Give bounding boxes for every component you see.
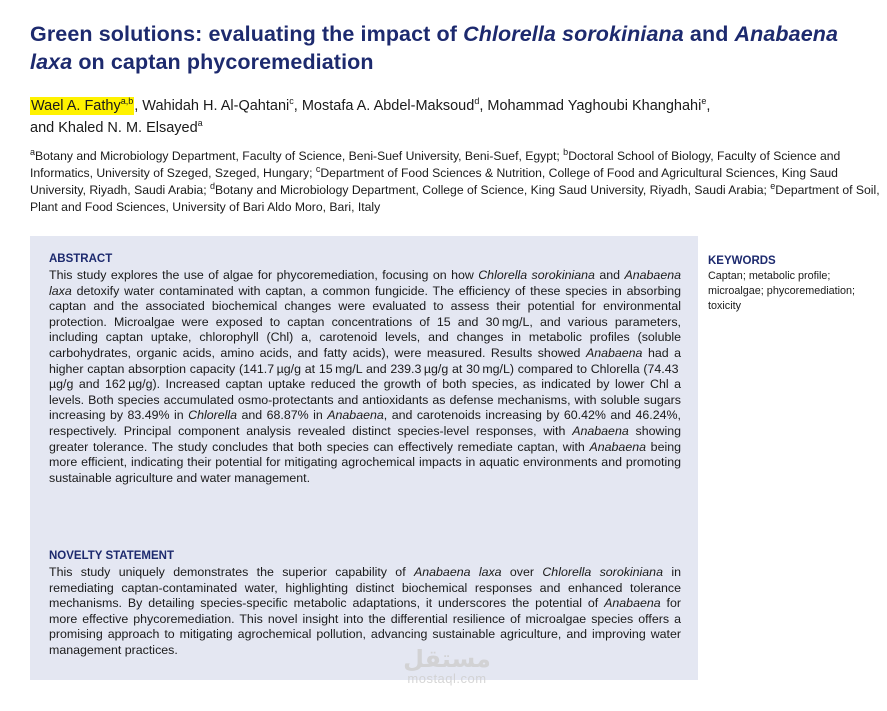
author-name: Mohammad Yaghoubi Khanghahi	[487, 98, 702, 114]
watermark-latin: mostaql.com	[407, 671, 487, 686]
authors-conjunction: and	[30, 120, 55, 136]
affiliation-mark: b	[563, 146, 569, 157]
keywords-text: Captan; metabolic profile; microalgae; phycoremediation; toxicity	[708, 270, 856, 312]
affiliation-mark: a	[30, 146, 36, 157]
author-name: Wael A. Fathy	[31, 98, 121, 114]
species-name: Anabaena laxa	[413, 565, 502, 579]
affiliation-mark: d	[209, 180, 215, 191]
author-3[interactable]	[302, 98, 480, 114]
text-run: had a higher captan absorption capacity (141.7 µg/g at 15 mg/L and 239.3 µg/g at 30 mg/L) compared to Chlorella (74.43 µg/g and 162 µg/g). Increased captan uptake reduced the growth of both species, as indicated by lower Chl a levels. Both species accumulated osmo-protectants and antioxidants as defense mechanisms, with soluble sugars increasing by 83.49% in	[49, 345, 681, 423]
species-name: Anabaena laxa	[49, 268, 681, 298]
author-affiliation-mark: a,b	[120, 96, 134, 107]
affiliation-text: Botany and Microbiology Department, Faculty of Science, Beni-Suef University, Beni-Suef, Egypt;	[35, 149, 564, 163]
title-species-2: Anabaena laxa	[30, 22, 839, 74]
affiliation-mark: e	[770, 180, 776, 191]
novelty-text	[49, 565, 681, 659]
affiliation-text: Botany and Microbiology Department, College of Science, King Saud University, Riyadh, Saudi Arabia;	[214, 183, 771, 197]
author-affiliation-mark: d	[474, 96, 480, 107]
abstract-heading: ABSTRACT	[49, 253, 113, 265]
species-name: Anabaena	[572, 423, 629, 438]
author-5[interactable]	[58, 120, 202, 136]
affiliations	[30, 148, 880, 216]
species-name: Anabaena	[604, 596, 661, 611]
title-species-1: Chlorella sorokiniana	[463, 22, 684, 46]
affiliation-text: Doctoral School of Biology, Faculty of Science and Informatics, University of Szeged, Szeged, Hungary;	[30, 149, 841, 180]
author-4[interactable]	[487, 98, 706, 114]
species-name: Chlorella	[188, 408, 238, 423]
author-affiliation-mark: e	[701, 96, 707, 107]
text-run: , and carotenoids increasing by 60.42% and 46.24%, respectively. Principal component analysis revealed distinct species-level responses, with	[49, 408, 681, 438]
author-1[interactable]	[30, 97, 134, 115]
affiliation-text: Department of Soil, Plant and Food Sciences, University of Bari Aldo Moro, Bari, Italy	[30, 183, 880, 214]
text-run: This study uniquely demonstrates the superior capability of	[49, 565, 414, 579]
abstract-text	[49, 268, 681, 486]
species-name: Chlorella sorokiniana	[478, 268, 595, 282]
species-name: Anabaena	[585, 345, 643, 360]
article-title	[30, 20, 870, 76]
keywords-heading: KEYWORDS	[708, 255, 776, 267]
author-affiliation-mark: c	[289, 96, 294, 107]
species-name: Anabaena	[589, 439, 646, 454]
author-name: Mostafa A. Abdel-Maksoud	[301, 98, 475, 114]
species-name: Anabaena	[327, 408, 384, 423]
watermark	[382, 646, 512, 686]
text-run: and	[594, 268, 625, 282]
author-list: Wael A. Fathy$^{a,b}$, Wahidah H. Al-Qahtani$^c$, Mostafa A. Abdel-Maksoud$^d$, Mohammad Yaghoubi Khanghahi$^e$, and Khaled N. M. Elsayed$^a$	[30, 96, 711, 136]
text-run: for more effective phycoremediation. This novel insight into the differential resilience of microalgae species offers a promising approach to mitigating agrochemical pollution, advancing sustainable agriculture, and improving water management practices.	[49, 596, 681, 657]
author-name: Wahidah H. Al-Qahtani	[142, 98, 290, 114]
text-run: being more efficient, indicating their potential for mitigating agrochemical impacts in aquatic environments and promoting sustainable agriculture and water management.	[49, 439, 681, 485]
text-run: in remediating captan-contaminated water, highlighting distinct biochemical responses and enhanced tolerance mechanisms. By detailing species-specific metabolic adaptations, it underscores the potential of	[49, 565, 681, 611]
text-run: over	[501, 565, 543, 579]
title-part-2: and	[683, 22, 735, 46]
title-part-1: Green solutions: evaluating the impact of	[30, 22, 464, 46]
affiliation-a	[30, 146, 564, 163]
author-name: Khaled N. M. Elsayed	[58, 120, 198, 136]
species-name: Chlorella sorokiniana	[542, 565, 663, 579]
text-run: This study explores the use of algae for phycoremediation, focusing on how	[49, 268, 479, 282]
author-affiliation-mark: a	[197, 118, 203, 129]
text-run: and 68.87% in	[237, 408, 328, 423]
novelty-heading: NOVELTY STATEMENT	[49, 550, 175, 562]
affiliation-mark: c	[315, 163, 321, 174]
affiliation-text: Department of Food Sciences & Nutrition, College of Food and Agricultural Sciences, King Saud University, Riyadh, Saudi Arabia;	[30, 166, 838, 197]
title-part-3: on captan phycoremediation	[72, 50, 374, 74]
affiliation-d	[209, 180, 771, 197]
text-run: showing greater tolerance. The study concludes that both species can effectively remediate captan, with	[49, 423, 682, 454]
author-2[interactable]	[142, 98, 293, 114]
text-run: detoxify water contaminated with captan, a common fungicide. The efficiency of these species in absorbing captan and the associated biochemical changes were evaluated to assess their potential for environmental protection. Microalgae were exposed to captan concentrations of 15 and 30 mg/L, and various parameters, including captan uptake, chlorophyll (Chl) a, carotenoid levels, and changes in metabolic profiles (soluble carbohydrates, organic acids, amino acids, and fatty acids), were measured. Results showed	[49, 283, 681, 360]
watermark-arabic: مستقل	[403, 645, 491, 673]
